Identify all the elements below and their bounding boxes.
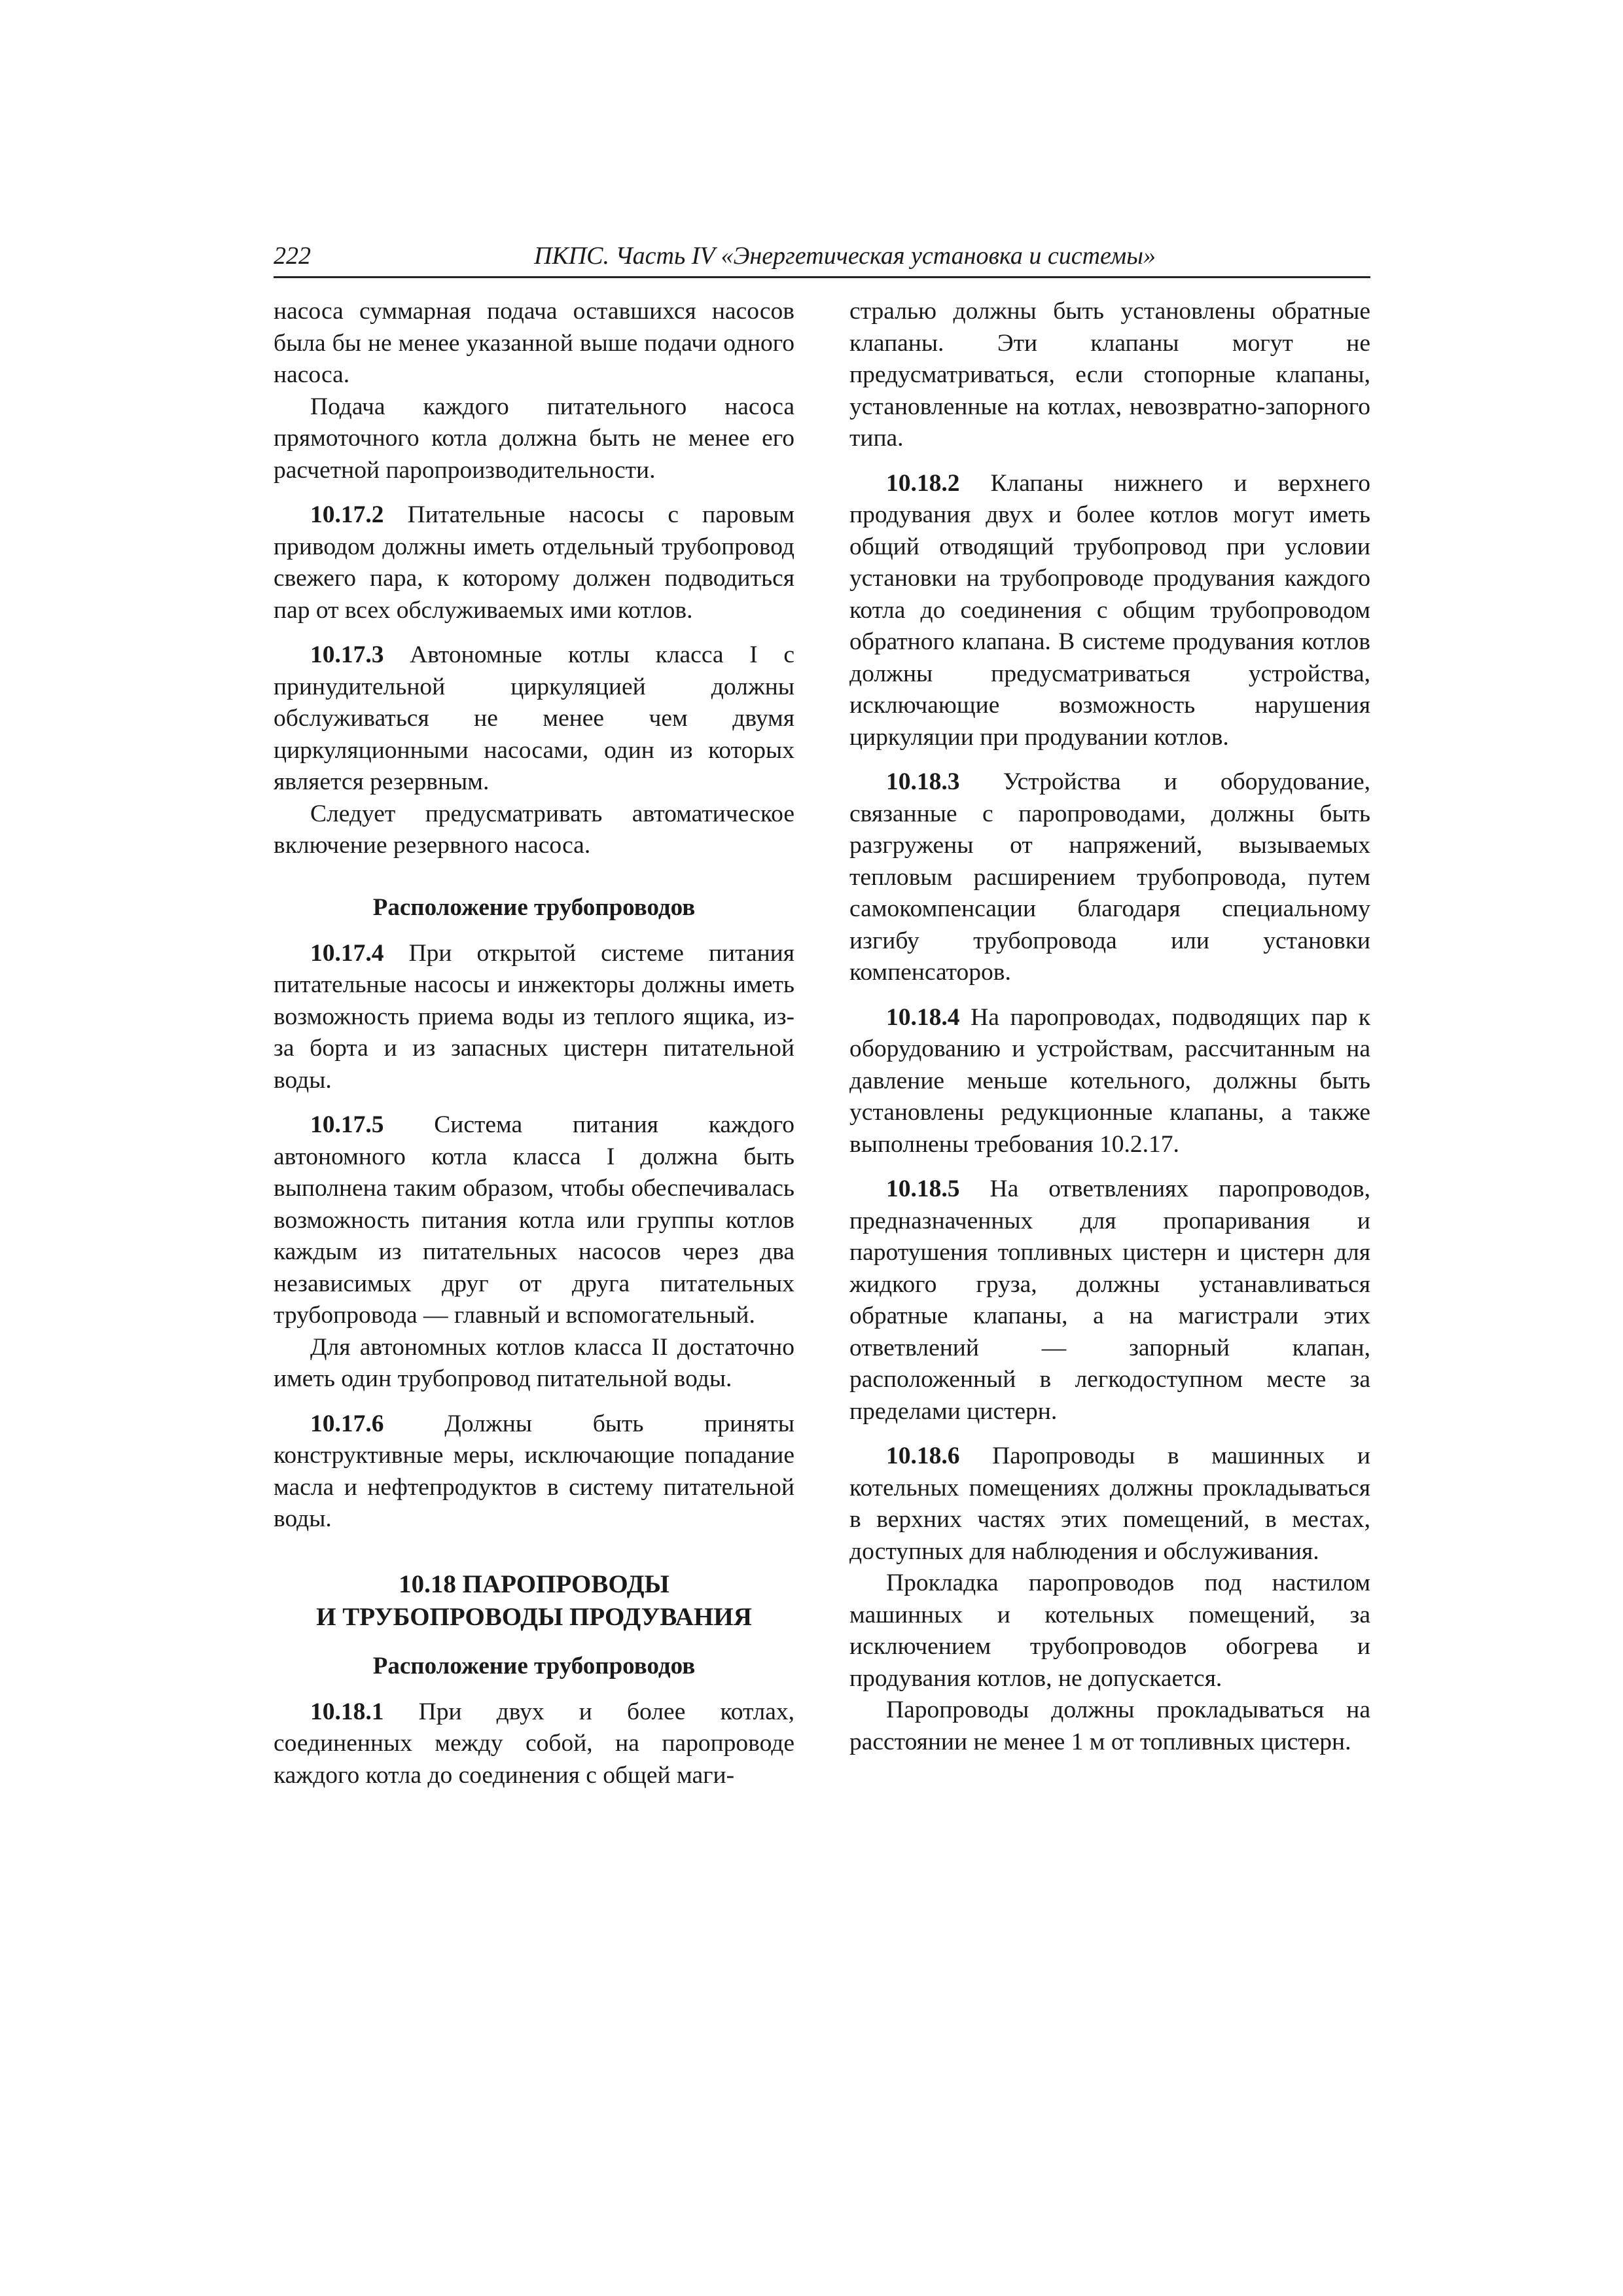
clause-10-18-2 xyxy=(849,468,1370,754)
clause-text: Питательные насосы с паровым приводом должны иметь отдельный трубопровод свежего пара, к которому должен подводиться пар от всех обслуживаемых ими котлов. xyxy=(274,501,794,624)
left-column xyxy=(274,296,794,1791)
clause-10-17-2 xyxy=(274,499,794,626)
clause-10-18-6 xyxy=(849,1441,1370,1568)
clause-10-17-4 xyxy=(274,938,794,1097)
clause-text: Автономные котлы класса I с принудительной циркуляцией должны обслуживаться не менее чем двумя циркуляционными насосами, один из которых является резервным. xyxy=(274,641,794,795)
clause-10-18-5 xyxy=(849,1174,1370,1427)
clause-text: Должны быть приняты конструктивные меры, исключающие попадание масла и нефтепродуктов в систему питательной воды. xyxy=(274,1410,794,1532)
clause-number: 10.17.4 xyxy=(310,939,384,967)
clause-number: 10.17.6 xyxy=(310,1410,384,1437)
clause-number: 10.18.3 xyxy=(886,768,960,795)
right-column xyxy=(849,296,1370,1758)
clause-10-17-5 xyxy=(274,1109,794,1332)
subheading: Расположение трубопроводов xyxy=(372,893,696,921)
clause-number: 10.17.5 xyxy=(310,1111,384,1138)
clause-text: На паропроводах, подводящих пар к оборудованию и устройствам, рассчитанным на давление меньше котельного, должны быть установлены редукционные клапаны, а также выполнены требования 10.2.17. xyxy=(849,1003,1370,1158)
section-title xyxy=(274,1568,794,1634)
clause-text: Клапаны нижнего и верхнего продувания двух и более котлов могут иметь общий отводящий трубопровод при условии установки на трубопроводе продувания каждого котла до соединения с общим трубопроводом обратного клапана. В системе продувания котлов должны предусматриваться устройства, исключающие возможность нарушения циркуляции при продувании котлов. xyxy=(849,469,1370,751)
page-number: 222 xyxy=(274,242,311,270)
clause-10-17-6 xyxy=(274,1408,794,1535)
clause-number: 10.18.1 xyxy=(310,1698,384,1725)
clause-10-18-1 xyxy=(274,1696,794,1792)
clause-text: Паропроводы в машинных и котельных помещениях должны прокладываться в верхних частях этих помещений, в местах, доступных для наблюдения и обслуживания. xyxy=(849,1443,1370,1565)
running-title: ПКПС. Часть IV «Энергетическая установка и системы» xyxy=(534,242,1156,270)
clause-number: 10.17.3 xyxy=(310,641,384,668)
clause-text: Устройства и оборудование, связанные с паропроводами, должны быть разгружены от напряжений, вызываемых тепловым расширением трубопровода, путем самокомпенсации благодаря специальному изгибу трубопровода или установки компенсаторов. xyxy=(849,768,1370,986)
clause-text: Система питания каждого автономного котла класса I должна быть выполнена таким образом, чтобы обеспечивалась возможность питания котла или группы котлов каждым из питательных насосов через два независимых друг от друга питательных трубопровода — главный и вспомогательный. xyxy=(274,1111,794,1329)
clause-number: 10.17.2 xyxy=(310,501,384,528)
clause-10-18-4 xyxy=(849,1002,1370,1161)
paragraph: Для автономных котлов класса II достаточно иметь один трубопровод питательной воды. xyxy=(274,1333,794,1392)
paragraph: Подача каждого питательного насоса прямоточного котла должна быть не менее его расчетной паропроизводительности. xyxy=(274,393,794,484)
clause-number: 10.18.6 xyxy=(886,1443,960,1469)
clause-text: На ответвлениях паропроводов, предназначенных для пропаривания и паротушения топливных цистерн и цистерн для жидкого груза, должны устанавливаться обратные клапаны, а на магистрали этих ответвлений — запорный клапан, расположенный в легкодоступном месте за пределами цистерн. xyxy=(849,1175,1370,1425)
section-title-line-1: 10.18 ПАРОПРОВОДЫ xyxy=(399,1570,669,1598)
clause-number: 10.18.2 xyxy=(886,469,960,497)
clause-number: 10.18.4 xyxy=(886,1003,960,1031)
running-header xyxy=(274,240,1370,278)
paragraph: Прокладка паропроводов под настилом машинных и котельных помещений, за исключением трубопроводов обогрева и продувания котлов, не допускается. xyxy=(849,1570,1370,1692)
subheading: Расположение трубопроводов xyxy=(372,1652,696,1679)
section-title-line-2: И ТРУБОПРОВОДЫ ПРОДУВАНИЯ xyxy=(316,1602,752,1631)
clause-text: При двух и более котлах, соединенных между собой, на паропроводе каждого котла до соединения с общей маги- xyxy=(274,1698,794,1789)
paragraph: Следует предусматривать автоматическое включение резервного насоса. xyxy=(274,800,794,859)
paragraph: стралью должны быть установлены обратные клапаны. Эти клапаны могут не предусматриваться, если стопорные клапаны, установленные на котлах, невозвратно-запорного типа. xyxy=(849,298,1370,452)
paragraph: Паропроводы должны прокладываться на расстоянии не менее 1 м от топливных цистерн. xyxy=(849,1696,1370,1755)
paragraph: насоса суммарная подача оставшихся насосов была бы не менее указанной выше подачи одного насоса. xyxy=(274,298,794,388)
clause-10-17-3 xyxy=(274,639,794,798)
clause-text: При открытой системе питания питательные насосы и инжекторы должны иметь возможность приема воды из теплого ящика, из-за борта и из запасных цистерн питательной воды. xyxy=(274,939,794,1094)
clause-number: 10.18.5 xyxy=(886,1175,960,1202)
clause-10-18-3 xyxy=(849,766,1370,989)
